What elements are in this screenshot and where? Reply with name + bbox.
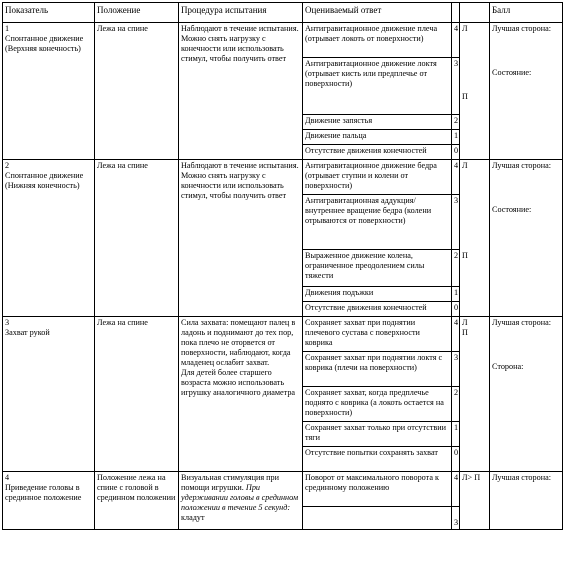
item-4-score-1: 4 — [452, 472, 460, 507]
item-1-state: Состояние: — [492, 68, 532, 77]
header-position: Положение — [95, 3, 179, 23]
item-4-response-1: Поворот от максимального поворота к срединному положению — [303, 472, 452, 507]
header-indicator: Показатель — [3, 3, 95, 23]
item-2-state: Состояние: — [492, 205, 532, 214]
item-3-score-3: 2 — [452, 387, 460, 422]
item-3-num: 3 — [5, 318, 10, 327]
item-2-score-5: 0 — [452, 302, 460, 317]
item-1-indicator — [3, 23, 95, 160]
item-1-best-side: Лучшая сторона: — [492, 24, 551, 33]
item-2-score-3: 2 — [452, 250, 460, 287]
item-3-state: Сторона: — [492, 362, 524, 371]
item-2-indicator — [3, 160, 95, 317]
item-4-row-1 — [3, 472, 563, 507]
item-2-score-2: 3 — [452, 195, 460, 250]
item-1-response-2: Антигравитационное движение локтя (отрывает кисть или предплечье от поверхности) — [303, 58, 452, 115]
item-2-row-1 — [3, 160, 563, 195]
item-3-side — [460, 317, 490, 472]
item-1-score-4: 1 — [452, 130, 460, 145]
header-side — [460, 3, 490, 23]
item-1-procedure: Наблюдают в течение испытания. Можно снять нагрузку с конечности или использовать стимул, чтобы получить ответ — [179, 23, 303, 160]
item-4-side: Л> П — [460, 472, 490, 530]
item-2-response-3: Выраженное движение колена, ограниченное преодолением силы тяжести — [303, 250, 452, 287]
item-3-score-5: 0 — [452, 447, 460, 472]
item-4-procedure — [179, 472, 303, 530]
header-blank-score — [452, 3, 460, 23]
item-4-score-2: 3 — [452, 507, 460, 530]
item-3-procedure-text-2: Для детей более старшего возраста можно использовать игрушку аналогичного диаметра — [181, 368, 296, 397]
item-3-response-1: Сохраняет захват при поднятии плечевого сустава с поверхности коврика — [303, 317, 452, 352]
item-2-response-2: Антигравитационная аддукция/внутреннее вращение бедра (колени отрываются от поверхности) — [303, 195, 452, 250]
item-2-score-1: 4 — [452, 160, 460, 195]
item-3-procedure-text: Сила захвата: помещают палец в ладонь и поднимают до тех пор, пока плечо не оторвется от поверхности, наблюдают, когда младенец ослабит захват. — [181, 318, 296, 367]
item-2-response-4: Движения подъжки — [303, 287, 452, 302]
item-1-num: 1 — [5, 24, 10, 33]
item-3-indicator — [3, 317, 95, 472]
item-3-side-right: П — [462, 328, 468, 337]
header-score: Балл — [490, 3, 563, 23]
item-2-side-right: П — [462, 251, 468, 260]
item-1-side-right: П — [462, 92, 468, 101]
item-1-score-2: 3 — [452, 58, 460, 115]
item-2-response-1: Антигравитационное движение бедра (отрывает ступни и колени от поверхности) — [303, 160, 452, 195]
item-2-side-left: Л — [462, 161, 468, 170]
item-2-sub: (Нижняя конечность) — [5, 181, 80, 190]
item-4-response-2 — [303, 507, 452, 530]
item-2-name: Спонтанное движение — [5, 171, 84, 180]
item-4-num: 4 — [5, 473, 10, 482]
item-1-score-1: 4 — [452, 23, 460, 58]
item-3-best-side: Лучшая сторона: — [492, 318, 551, 327]
item-1-score-3: 2 — [452, 115, 460, 130]
assessment-table — [2, 2, 563, 530]
item-2-num: 2 — [5, 161, 10, 170]
item-3-score-2: 3 — [452, 352, 460, 387]
item-2-notes — [490, 160, 563, 317]
item-1-notes — [490, 23, 563, 160]
item-1-position: Лежа на спине — [95, 23, 179, 160]
item-3-notes — [490, 317, 563, 472]
item-1-row-1 — [3, 23, 563, 58]
item-2-score-4: 1 — [452, 287, 460, 302]
item-1-sub: (Верхняя конечность) — [5, 44, 81, 53]
item-4-indicator — [3, 472, 95, 530]
item-2-procedure: Наблюдают в течение испытания. Можно снять нагрузку с конечности или использовать стимул, чтобы получить ответ — [179, 160, 303, 317]
item-3-response-4: Сохраняет захват только при отсутствии тяги — [303, 422, 452, 447]
item-1-score-5: 0 — [452, 145, 460, 160]
header-procedure: Процедура испытания — [179, 3, 303, 23]
item-3-row-1 — [3, 317, 563, 352]
item-2-position: Лежа на спине — [95, 160, 179, 317]
item-4-notes — [490, 472, 563, 530]
item-3-response-2: Сохраняет захват при поднятии локтя с коврика (плечи на поверхности) — [303, 352, 452, 387]
item-2-best-side: Лучшая сторона: — [492, 161, 551, 170]
item-3-score-1: 4 — [452, 317, 460, 352]
item-4-name: Приведение головы в срединное положение — [5, 483, 82, 502]
item-4-best-side: Лучшая сторона: — [492, 473, 551, 482]
item-3-response-3: Сохраняет захват, когда предплечье поднято с коврика (а локоть остается на поверхности) — [303, 387, 452, 422]
item-2-response-5: Отсутствие движения конечностей — [303, 302, 452, 317]
item-1-side-left: Л — [462, 24, 468, 33]
item-4-position: Положение лежа на спине с головой в срединном положении — [95, 472, 179, 530]
item-1-response-3: Движение запястья — [303, 115, 452, 130]
item-3-side-left: Л — [462, 318, 468, 327]
item-3-name: Захват рукой — [5, 328, 50, 337]
item-3-position: Лежа на спине — [95, 317, 179, 472]
item-2-side — [460, 160, 490, 317]
item-1-response-5: Отсутствие движения конечностей — [303, 145, 452, 160]
item-3-response-5: Отсутствие попытки сохранять захват — [303, 447, 452, 472]
item-1-side — [460, 23, 490, 160]
item-3-procedure — [179, 317, 303, 472]
header-row — [3, 3, 563, 23]
item-1-response-4: Движение пальца — [303, 130, 452, 145]
item-4-procedure-tail: кладут — [181, 513, 205, 522]
item-1-name: Спонтанное движение — [5, 34, 84, 43]
header-response: Оцениваемый ответ — [303, 3, 452, 23]
item-4-procedure-text: Визуальная стимуляция при помощи игрушки. — [181, 473, 280, 492]
item-1-response-1: Антигравитационное движение плеча (отрывает локоть от поверхности) — [303, 23, 452, 58]
item-3-score-4: 1 — [452, 422, 460, 447]
item-4-procedure-italic: При удерживании головы в срединном положении в течение 5 секунд: — [181, 483, 299, 512]
